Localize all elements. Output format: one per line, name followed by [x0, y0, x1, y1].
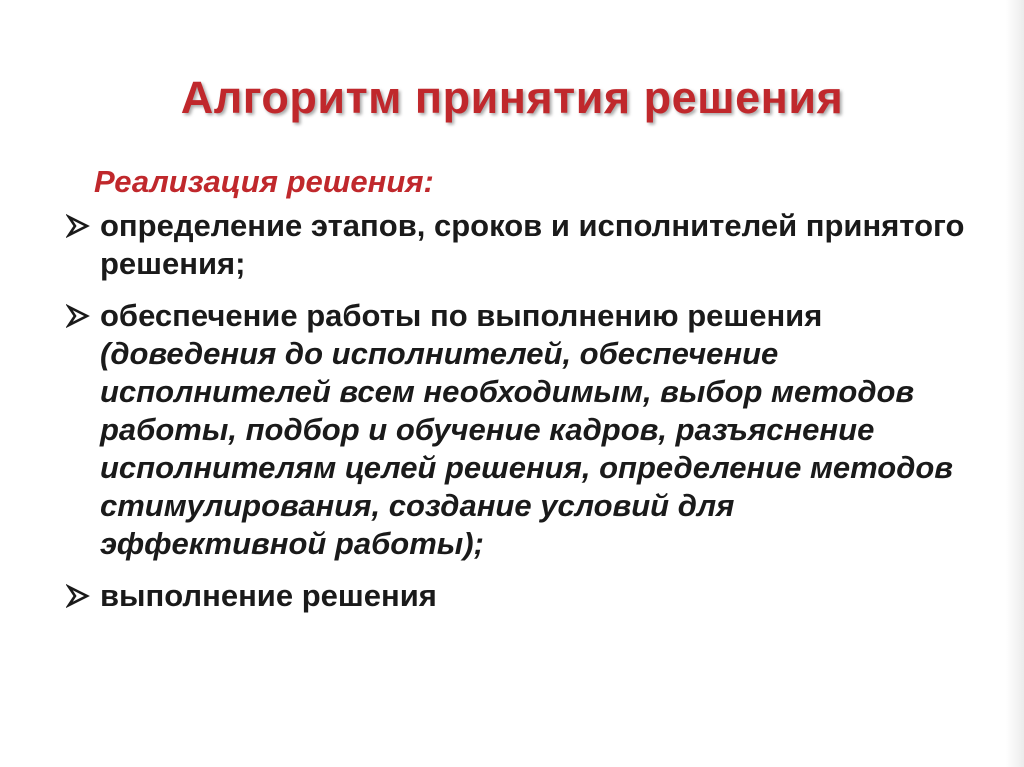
slide-title: Алгоритм принятия решения [180, 72, 844, 123]
arrowhead-bullet-icon [66, 207, 100, 245]
list-item-text [100, 577, 966, 615]
list-item-text [100, 297, 966, 563]
list-item [66, 577, 966, 615]
list-item-italic-text: (доведения до исполнителей, обеспечение исполнителей всем необходимым, выбор методов работы, подбор и обучение кадров, разъяснение исполнителям целей решения, определение методов стимулирования, создание условий для эффективной работы); [100, 336, 954, 561]
list-item-plain-text: определение этапов, сроков и исполнителей принятого решения; [100, 208, 965, 281]
list-item-plain-text: выполнение решения [100, 578, 437, 613]
list-item-plain-text: обеспечение работы по выполнению решения [100, 298, 823, 333]
list-item [66, 207, 966, 283]
slide-content [66, 163, 966, 615]
arrowhead-bullet-icon [66, 297, 100, 335]
list-item [66, 297, 966, 563]
arrowhead-bullet-icon [66, 577, 100, 615]
list-item-text [100, 207, 966, 283]
section-subtitle: Реализация решения: [94, 164, 434, 199]
